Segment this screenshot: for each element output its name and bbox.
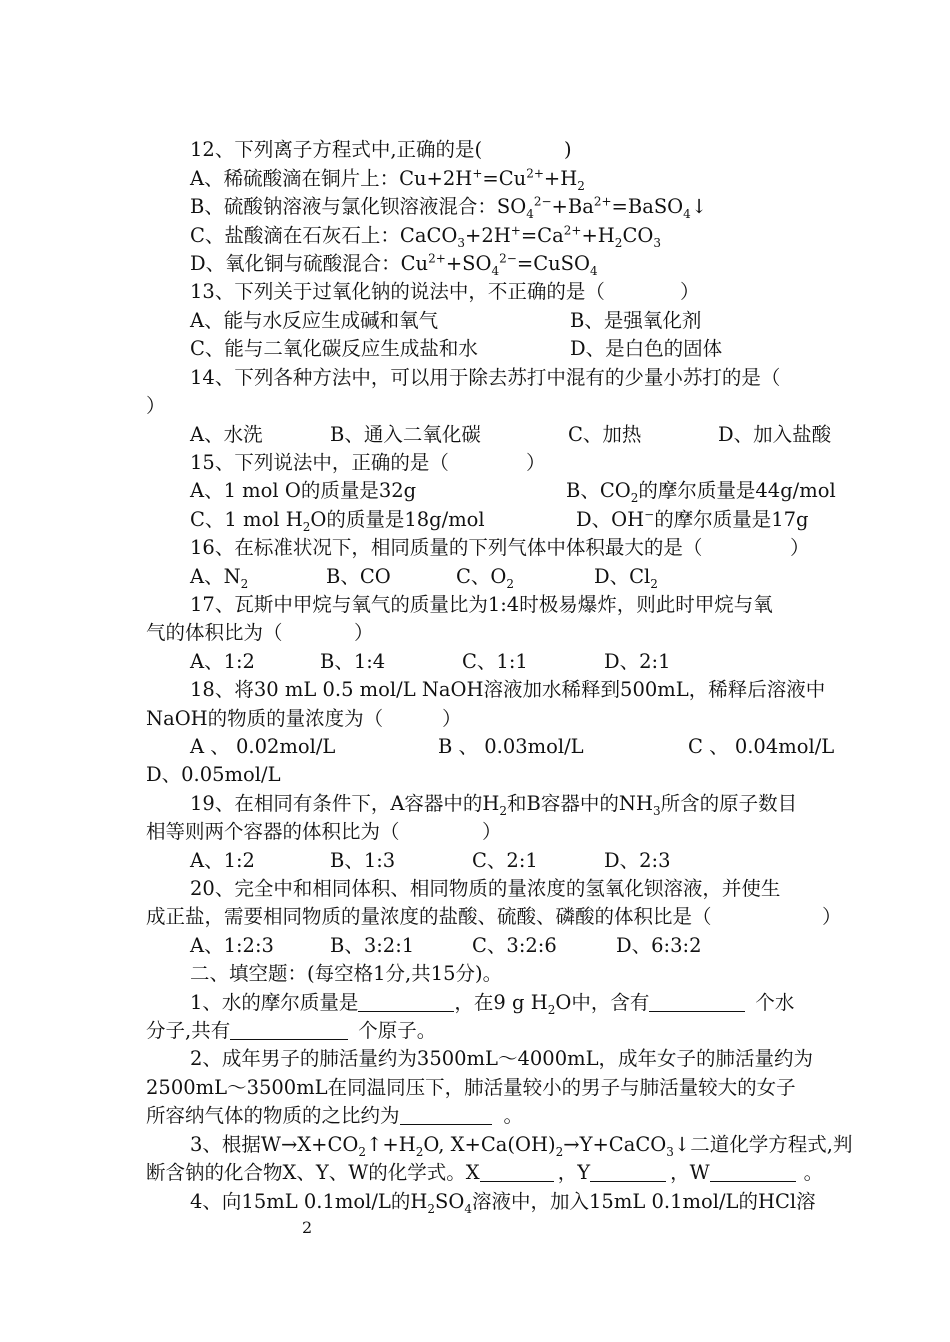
text-span: CO (622, 224, 654, 247)
text-span: A、稀硫酸滴在铜片上：Cu+2H (190, 167, 473, 190)
q17-line1 (190, 591, 840, 619)
text-span: D、OH (576, 508, 645, 531)
q13-option-c: C、能与二氧化碳反应生成盐和水 (190, 337, 478, 360)
text-span: ） (482, 820, 502, 843)
q16-option-a (190, 563, 248, 591)
text-span: 的摩尔质量是17g (654, 508, 809, 531)
text-span: +SO (445, 252, 492, 275)
text-span: 2500mL～3500mL在同温同压下，肺活量较小的男子与肺活量较大的女子 (146, 1076, 796, 1099)
q14-stem-end (146, 392, 840, 420)
text-span: 15、下列说法中，正确的是（ (190, 451, 449, 474)
fill3-line2 (146, 1159, 840, 1187)
text-span: 断含钠的化合物X、Y、W的化学式。X (146, 1161, 480, 1184)
text-span: NaOH的物质的量浓度为（ (146, 707, 384, 730)
text-span: 所容纳气体的物质的之比约为 (146, 1104, 400, 1127)
text-span: 2 (240, 576, 249, 591)
text-span: 3 (653, 235, 661, 250)
text-span: D、Cl (594, 565, 651, 588)
q20-option-c: C、3:2:6 (472, 934, 557, 957)
text-span: 气的体积比为（ (146, 621, 283, 644)
q20-line2 (146, 903, 840, 931)
text-span: 2+ (593, 194, 612, 209)
text-span: 2 (577, 178, 585, 193)
q12-option-c (190, 222, 840, 250)
text-span: ↓ (690, 195, 708, 218)
text-span: =Cu (482, 167, 527, 190)
q19-option-b: B、1:3 (330, 849, 396, 872)
q20-option-b: B、3:2:1 (330, 934, 415, 957)
text-span: 13、下列关于过氧化钠的说法中，不正确的是（ (190, 280, 605, 303)
q15-stem (190, 449, 840, 477)
answer-blank[interactable] (649, 993, 745, 1012)
q18-option-a: A 、 0.02mol/L (190, 735, 336, 758)
q14-option-d: D、加入盐酸 (718, 423, 832, 446)
text-span: 2 (555, 1144, 564, 1159)
text-span: 1、水的摩尔质量是 (190, 991, 359, 1014)
q16-option-c (456, 563, 514, 591)
text-span: 2 (650, 576, 658, 591)
q17-option-c: C、1:1 (462, 650, 528, 673)
text-span: 2、成年男子的肺活量约为3500mL～4000mL，成年女子的肺活量约为 (190, 1047, 814, 1070)
page-number: 2 (302, 1218, 313, 1237)
answer-blank[interactable] (480, 1163, 554, 1182)
text-span: 2 (506, 576, 515, 591)
text-span: 2 (302, 519, 311, 534)
answer-blank[interactable] (400, 1106, 492, 1125)
text-span: 14、下列各种方法中，可以用于除去苏打中混有的少量小苏打的是（ (190, 366, 781, 389)
text-span: D、0.05mol/L (146, 763, 281, 786)
text-span: 2+ (428, 251, 446, 266)
text-span: ，Y (557, 1161, 591, 1184)
q14-stem (190, 364, 840, 392)
answer-blank[interactable] (590, 1163, 666, 1182)
q14-option-c: C、加热 (568, 423, 642, 446)
fill4-line1 (190, 1188, 840, 1216)
text-span: 2 (358, 1144, 367, 1159)
text-span: − (644, 507, 655, 522)
text-span: O, X+Ca(OH) (423, 1133, 556, 1156)
q12-option-d (190, 250, 840, 278)
q19-option-d: D、2:3 (604, 849, 671, 872)
text-span: +H (543, 167, 578, 190)
fill2-line3 (146, 1102, 840, 1130)
text-span: O中，含有 (555, 991, 650, 1014)
text-span: 17、瓦斯中甲烷与氧气的质量比为1:4时极易爆炸，则此时甲烷与氧 (190, 593, 773, 616)
answer-blank[interactable] (710, 1163, 796, 1182)
text-span: + (510, 223, 521, 238)
text-span: ，W (670, 1161, 710, 1184)
text-span: 12、下列离子方程式中,正确的是( (190, 138, 483, 161)
text-span: 2+ (563, 223, 582, 238)
text-span: ) (564, 138, 572, 161)
text-span: 溶液中，加入15mL 0.1mol/L的HCl溶 (472, 1190, 816, 1213)
text-span: 19、在相同有条件下，A容器中的H (190, 792, 500, 815)
text-span: 二、填空题：(每空格1分,共15分)。 (190, 962, 503, 985)
text-span: 4 (491, 263, 500, 278)
q15-option-c (190, 506, 485, 534)
fill3-line1 (190, 1131, 853, 1159)
text-span: 4 (683, 206, 691, 221)
text-span: 2+ (526, 166, 544, 181)
q20-line1 (190, 875, 840, 903)
text-span: 2 (499, 803, 508, 818)
text-span: ） (354, 621, 374, 644)
q13-stem (190, 278, 840, 306)
q20-option-d: D、6:3:2 (616, 934, 702, 957)
text-span: =Ca (520, 224, 564, 247)
q13-option-a: A、能与水反应生成碱和氧气 (190, 309, 439, 332)
text-span: 的摩尔质量是44g/mol (638, 479, 836, 502)
text-span: 2 (547, 1002, 556, 1017)
q18-option-d (146, 761, 840, 789)
text-span: D、氧化铜与硫酸混合：Cu (190, 252, 429, 275)
q16-option-b: B、CO (326, 565, 391, 588)
text-span: 3 (652, 803, 661, 818)
q12-stem (190, 136, 840, 164)
text-span: =BaSO (611, 195, 684, 218)
text-span: 相等则两个容器的体积比为（ (146, 820, 400, 843)
text-span: 2 (630, 490, 639, 505)
text-span: B、CO (566, 479, 631, 502)
q18-line1 (190, 676, 840, 704)
answer-blank[interactable] (230, 1021, 348, 1040)
text-span: 4 (526, 206, 534, 221)
text-span: 3 (666, 1144, 674, 1159)
q15-option-d (576, 506, 809, 534)
text-span: 2− (499, 251, 517, 266)
text-span: →Y+CaCO (563, 1133, 667, 1156)
text-span: 分子,共有 (146, 1019, 231, 1042)
q13-option-d: D、是白色的固体 (570, 337, 723, 360)
text-span: ↓二道化学方程式,判 (673, 1133, 853, 1156)
text-span: C、1 mol H (190, 508, 303, 531)
text-span: 20、完全中和相同体积、相同物质的量浓度的氢氧化钡溶液，并使生 (190, 877, 781, 900)
text-span: ） (442, 707, 462, 730)
text-span: 个原子。 (358, 1019, 437, 1042)
text-span: 4、向15mL 0.1mol/L的H (190, 1190, 428, 1213)
answer-blank[interactable] (358, 993, 454, 1012)
text-span: 2− (533, 194, 552, 209)
text-span: 2 (427, 1201, 436, 1216)
text-span: B、硫酸钠溶液与氯化钡溶液混合：SO (190, 195, 527, 218)
text-span: ） (680, 280, 700, 303)
q18-line2 (146, 705, 840, 733)
text-span: A、N (190, 565, 241, 588)
q17-option-d: D、2:1 (604, 650, 671, 673)
text-span: 。 (803, 1161, 824, 1184)
q19-option-c: C、2:1 (472, 849, 538, 872)
text-span: 4 (464, 1201, 473, 1216)
q15-option-a: A、1 mol O的质量是32g (190, 479, 417, 502)
text-span: ） (146, 394, 166, 417)
text-span: ） (526, 451, 546, 474)
q16-option-d (594, 563, 658, 591)
text-span: 。 (503, 1104, 524, 1127)
q20-option-a: A、1:2:3 (190, 934, 274, 957)
text-span: O的质量是18g/mol (310, 508, 485, 531)
q13-option-b: B、是强氧化剂 (570, 309, 702, 332)
fill1-line2 (146, 1017, 840, 1045)
text-span: C、盐酸滴在石灰石上：CaCO (190, 224, 458, 247)
text-span: 18、将30 mL 0.5 mol/L NaOH溶液加水稀释到500mL，稀释后溶液中 (190, 678, 826, 701)
text-span: C、O (456, 565, 507, 588)
q14-option-b: B、通入二氧化碳 (330, 423, 481, 446)
q18-option-c: C 、 0.04mol/L (688, 735, 835, 758)
text-span: 3 (457, 235, 466, 250)
text-span: ） (822, 905, 842, 928)
text-span: =CuSO (516, 252, 591, 275)
text-span: 成正盐，需要相同物质的量浓度的盐酸、硫酸、磷酸的体积比是（ (146, 905, 712, 928)
text-span: ） (790, 536, 810, 559)
fill2-line2 (146, 1074, 840, 1102)
text-span: ，在9 g H (454, 991, 548, 1014)
text-span: 2 (614, 235, 623, 250)
text-span: 3、根据W→X+CO (190, 1133, 359, 1156)
q19-line2 (146, 818, 840, 846)
text-span: + (472, 166, 483, 181)
text-span: ↑+H (366, 1133, 416, 1156)
q18-option-b: B 、 0.03mol/L (438, 735, 584, 758)
q17-line2 (146, 619, 840, 647)
text-span: +H (581, 224, 615, 247)
text-span: 个水 (755, 991, 795, 1014)
q14-option-a: A、水洗 (190, 423, 263, 446)
text-span: SO (435, 1190, 465, 1213)
q19-line1 (190, 790, 840, 818)
q12-option-a (190, 165, 840, 193)
fill2-line1 (190, 1045, 840, 1073)
q16-stem (190, 534, 840, 562)
q15-option-b (566, 477, 836, 505)
q12-option-b (190, 193, 840, 221)
text-span: +2H (465, 224, 511, 247)
text-span: 4 (590, 263, 598, 278)
fill1-line1 (190, 989, 840, 1017)
q19-option-a: A、1:2 (190, 849, 255, 872)
text-span: 2 (415, 1144, 424, 1159)
text-span: 和B容器中的NH (507, 792, 653, 815)
section2-title (190, 960, 840, 988)
text-span: 16、在标准状况下，相同质量的下列气体中体积最大的是（ (190, 536, 703, 559)
text-span: 所含的原子数目 (660, 792, 798, 815)
q17-option-b: B、1:4 (320, 650, 386, 673)
text-span: +Ba (551, 195, 594, 218)
q17-option-a: A、1:2 (190, 650, 255, 673)
